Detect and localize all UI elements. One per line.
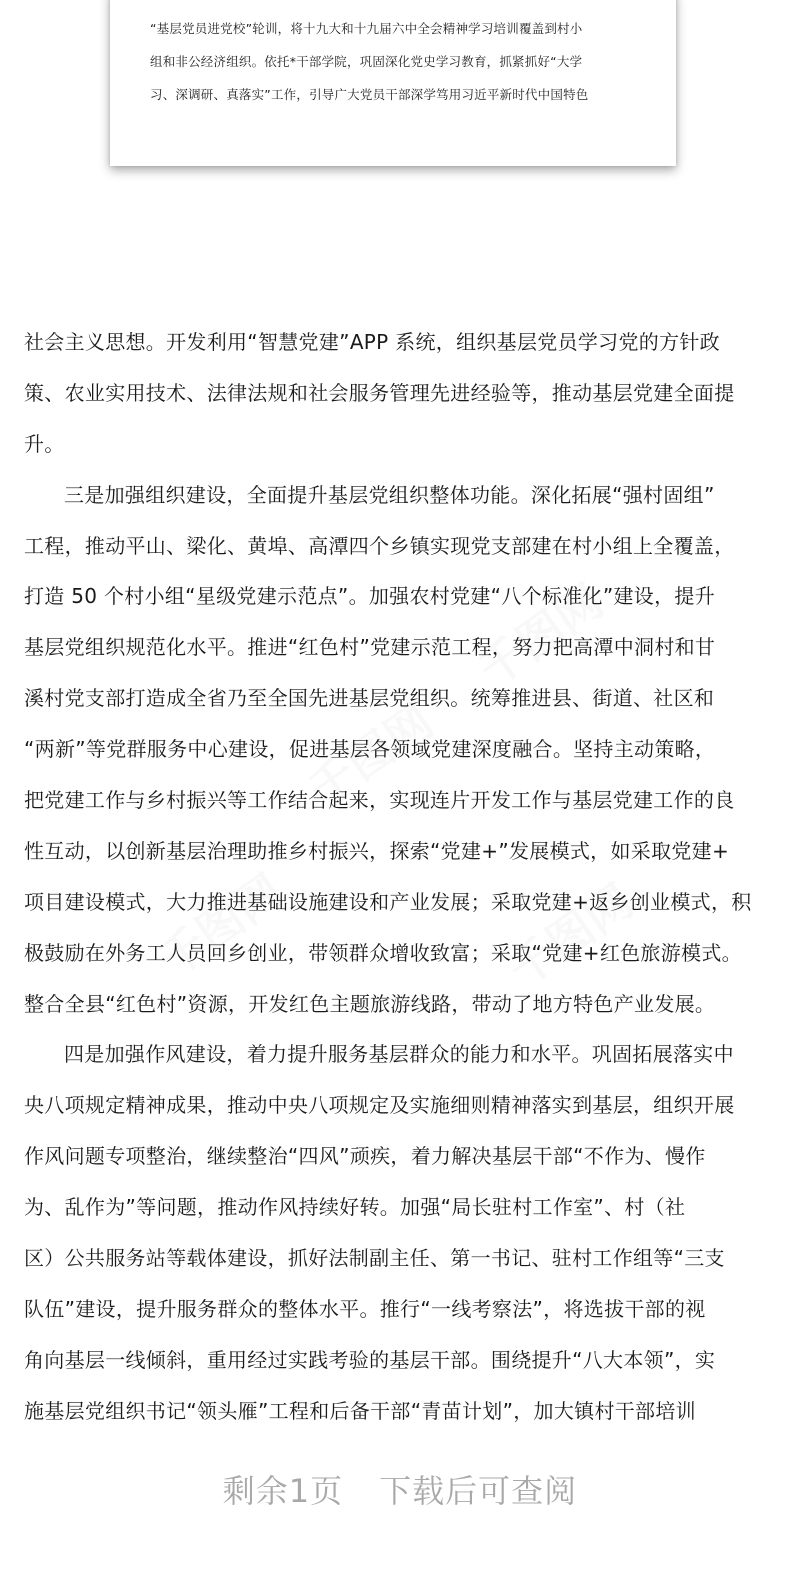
watermark: 千图网 (298, 693, 443, 818)
remaining-pages-label: 剩余1页 (222, 1472, 344, 1510)
text-line: 施基层党组织书记“领头雁”工程和后备干部“青苗计划”，加大镇村干部培训 (24, 1398, 696, 1423)
preview-line: 组和非公经济组织。依托*干部学院，巩固深化党史学习教育，抓紧抓好“大学 (150, 54, 583, 69)
text-line: 溪村党支部打造成全省乃至全国先进基层党组织。统筹推进县、街道、社区和 (24, 686, 715, 711)
text-line: 打造 50 个村小组“星级党建示范点”。加强农村党建“八个标准化”建设，提升 (24, 584, 716, 609)
text-line: 极鼓励在外务工人员回乡创业，带领群众增收致富；采取“党建+红色旅游模式。 (24, 940, 742, 965)
text-line: 升。 (24, 431, 65, 456)
preview-line: “基层党员进党校”轮训，将十九大和十九届六中全会精神学习培训覆盖到村小 (150, 21, 583, 36)
text-line: 队伍”建设，提升服务群众的整体水平。推行“一线考察法”，将选拔干部的视 (24, 1296, 706, 1321)
text-line: 为、乱作为”等问题，推动作风持续好转。加强“局长驻村工作室”、村（社 (24, 1195, 686, 1220)
text-line: “两新”等党群服务中心建设，促进基层各领域党建深度融合。坚持主动策略， (24, 737, 716, 762)
text-line: 社会主义思想。开发利用“智慧党建”APP 系统，组织基层党员学习党的方针政 (24, 330, 720, 354)
text-line: 基层党组织规范化水平。推进“红色村”党建示范工程，努力把高潭中洞村和甘 (24, 635, 716, 660)
text-line: 区）公共服务站等载体建设，抓好法制副主任、第一书记、驻村工作组等“三支 (24, 1246, 725, 1271)
preview-page-card (110, 0, 676, 166)
text-line: 作风问题专项整治，继续整治“四风”顽疾，着力解决基层干部“不作为、慢作 (24, 1144, 706, 1169)
paragraph-start-line: 三是加强组织建设，全面提升基层党组织整体功能。深化拓展“强村固组” (64, 482, 715, 507)
document-body (24, 317, 776, 1437)
watermark: 千图网 (468, 573, 613, 698)
download-to-view-label: 下载后可查阅 (379, 1472, 578, 1510)
watermark: 千图网 (498, 873, 643, 998)
text-line: 策、农业实用技术、法律法规和社会服务管理先进经验等，推动基层党建全面提 (24, 380, 735, 405)
text-line: 项目建设模式，大力推进基础设施建设和产业发展；采取党建+返乡创业模式，积 (24, 889, 752, 914)
download-prompt[interactable] (0, 1466, 800, 1512)
paragraph-start-line: 四是加强作风建设，着力提升服务基层群众的能力和水平。巩固拓展落实中 (64, 1042, 734, 1067)
text-line: 央八项规定精神成果，推动中央八项规定及实施细则精神落实到基层，组织开展 (24, 1093, 735, 1118)
text-line: 角向基层一线倾斜，重用经过实践考验的基层干部。围绕提升“八大本领”，实 (24, 1347, 716, 1372)
text-line: 性互动，以创新基层治理助推乡村振兴，探索“党建+”发展模式，如采取党建+ (24, 838, 730, 863)
text-line: 整合全县“红色村”资源，开发红色主题旅游线路，带动了地方特色产业发展。 (24, 991, 716, 1016)
preview-line: 习、深调研、真落实”工作，引导广大党员干部深学笃用习近平新时代中国特色 (150, 87, 589, 102)
watermark: 千图网 (148, 863, 293, 988)
text-line: 工程，推动平山、梁化、黄埠、高潭四个乡镇实现党支部建在村小组上全覆盖， (24, 533, 735, 558)
text-line: 把党建工作与乡村振兴等工作结合起来，实现连片开发工作与基层党建工作的良 (24, 788, 735, 813)
